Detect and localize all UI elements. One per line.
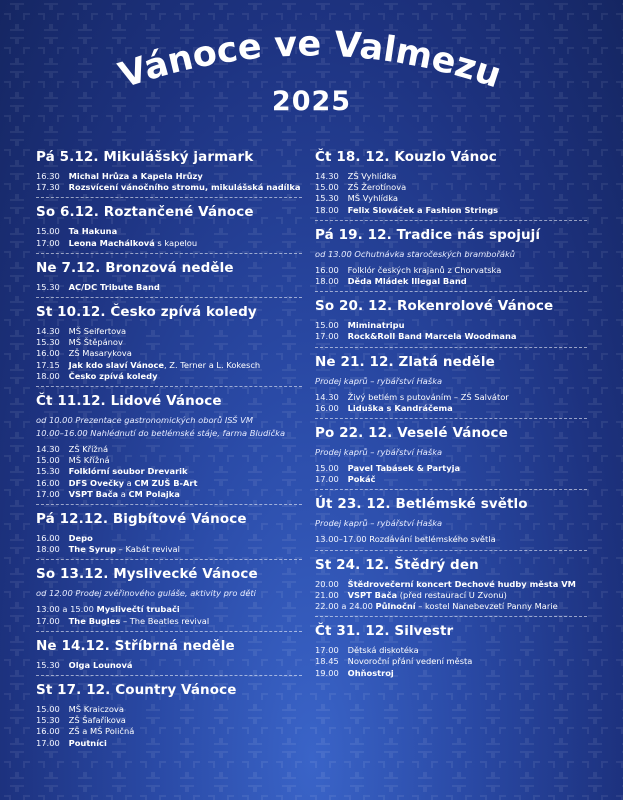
event-row [315, 656, 587, 667]
event-row [36, 533, 302, 544]
event-row [315, 463, 587, 474]
day-section [315, 622, 587, 683]
event-time: 16.30 [36, 171, 60, 181]
event-row [36, 489, 302, 500]
event-row [315, 590, 587, 601]
event-time: 15.00 [36, 226, 60, 237]
event-row [315, 534, 587, 545]
event-time: 14.30 [36, 444, 60, 455]
event-time: 16.00 [36, 477, 60, 488]
event-time: 17.00 [315, 331, 339, 342]
poster-title [0, 0, 623, 140]
event-performer: CM ZUŠ B-Art [134, 477, 198, 488]
event-row [36, 371, 302, 382]
event-time: 18.00 [36, 370, 60, 381]
event-time: 15.00 [36, 704, 60, 715]
event-row [36, 660, 302, 671]
event-row [36, 478, 302, 489]
event-performer: Leona Machálková [68, 237, 155, 248]
event-performer: DFS Ovečky [68, 477, 124, 488]
event-row [36, 726, 302, 737]
event-detail: a [124, 477, 135, 488]
event-row [315, 205, 587, 216]
event-row [36, 704, 302, 715]
event-row [315, 320, 587, 331]
event-row [36, 182, 302, 193]
day-section [36, 392, 302, 505]
event-row [315, 276, 587, 287]
event-performer: Rozsvícení vánočního stromu, mikulášská nadílka [68, 182, 301, 193]
event-detail: MŠ Kraiczova [68, 704, 124, 715]
event-performer: The Syrup [68, 544, 117, 555]
day-title: Út 23. 12. Betlémské světlo [315, 496, 528, 513]
event-performer: Jak kdo slaví Vánoce [68, 359, 165, 370]
event-detail: ZŠ Křížná [68, 444, 109, 455]
event-detail: ZŠ Žerotínova [347, 182, 407, 193]
event-detail: s kapelou [154, 237, 198, 248]
event-row [315, 601, 587, 612]
event-performer: The Bugles [68, 615, 121, 626]
event-row [36, 226, 302, 237]
event-performer: Ta Hakuna [68, 226, 118, 237]
event-row [315, 182, 587, 193]
event-performer: Felix Slováček a Fashion Strings [347, 204, 499, 215]
event-performer: Myslivečtí trubači [96, 604, 180, 615]
day-section [315, 424, 587, 490]
day-title: Ne 21. 12. Zlatá neděle [315, 353, 495, 370]
event-detail: ZŠ Šafaříkova [68, 715, 126, 726]
event-performer: CM Polajka [128, 488, 180, 499]
event-time: 17.00 [315, 474, 339, 485]
event-performer: Rock&Roll Band Marcela Woodmana [347, 331, 517, 342]
event-row [36, 715, 302, 726]
event-row [315, 403, 587, 414]
event-time: 19.00 [315, 667, 339, 678]
event-detail: Folklór českých krajanů z Chorvatska [347, 264, 502, 275]
event-time: 17.00 [315, 645, 339, 656]
day-title: So 13.12. Myslivecké Vánoce [36, 566, 258, 583]
event-detail: ZŠ Masarykova [68, 348, 132, 359]
day-title: Čt 31. 12. Silvestr [315, 623, 454, 640]
event-detail: Novoroční přání vedení města [347, 656, 473, 667]
day-section [36, 510, 302, 560]
day-note: od 13.00 Ochutnávka staročeských brambořáků [315, 248, 516, 259]
event-detail: (před restaurací U Zvonu) [397, 589, 507, 600]
event-performer: Ohňostroj [347, 667, 394, 678]
day-note: 10.00–16.00 Nahlédnutí do betlémské stáje, farma Bludička [36, 428, 286, 439]
event-time: 17.00 [36, 488, 60, 499]
event-time: 16.00 [315, 402, 339, 413]
event-time: 15.30 [36, 466, 60, 477]
event-row [36, 444, 302, 455]
day-title: St 10.12. Česko zpívá koledy [36, 304, 257, 321]
event-performer: Česko zpívá koledy [68, 370, 158, 381]
event-row [36, 348, 302, 359]
event-time: 17.00 [36, 615, 60, 626]
day-section [36, 681, 302, 753]
event-time: 15.00 [315, 182, 339, 193]
day-section [36, 303, 302, 387]
day-section [315, 556, 587, 618]
day-title: Pá 5.12. Mikulášský jarmark [36, 149, 254, 165]
event-row [315, 392, 587, 403]
event-time: 16.00 [315, 264, 339, 275]
event-row [315, 193, 587, 204]
event-detail: , Z. Terner a L. Kokesch [164, 359, 261, 370]
event-time: 15.00 [315, 320, 339, 331]
event-detail: MŠ Vyhlídka [347, 193, 398, 204]
event-row [315, 579, 587, 590]
day-title: Ne 7.12. Bronzová neděle [36, 259, 234, 276]
event-row [36, 360, 302, 371]
day-section [315, 353, 587, 419]
schedule-column-left [36, 148, 302, 758]
day-title: Čt 11.12. Lidové Vánoce [36, 393, 222, 410]
day-note: od 12.00 Prodej zvěřinového guláše, aktivity pro děti [36, 588, 256, 599]
event-row [315, 265, 587, 276]
event-time: 15.30 [36, 715, 60, 726]
event-row [36, 282, 302, 293]
event-time: 17.15 [36, 359, 60, 370]
event-performer: AC/DC Tribute Band [68, 281, 160, 292]
event-detail: a [118, 488, 129, 499]
event-time: 16.00 [36, 726, 60, 737]
day-note: od 10.00 Prezentace gastronomických oborů ISŠ VM [36, 415, 253, 426]
day-title: Po 22. 12. Veselé Vánoce [315, 425, 508, 442]
event-row [315, 331, 587, 342]
day-section [315, 148, 587, 221]
event-time: 22.00 a 24.00 [315, 601, 373, 612]
event-performer: Půlnoční [375, 601, 416, 612]
event-performer: Olga Lounová [68, 659, 133, 670]
day-title: Čt 18. 12. Kouzlo Vánoc [315, 149, 497, 165]
day-title: St 24. 12. Štědrý den [315, 556, 479, 573]
event-row [315, 474, 587, 485]
schedule-column-right [315, 148, 587, 688]
event-performer: Poutníci [68, 737, 107, 748]
event-detail: ZŠ a MŠ Poličná [68, 726, 135, 737]
event-performer: VSPT Bača [68, 488, 119, 499]
event-detail: MŠ Seifertova [68, 326, 127, 337]
day-section [315, 297, 587, 347]
event-time: 13.00–17.00 [315, 534, 367, 545]
event-time: 18.45 [315, 656, 339, 667]
event-time: 16.00 [36, 533, 60, 544]
event-performer: Liduška s Kandráčema [347, 402, 453, 413]
day-note: Prodej kaprů – rybářství Haška [315, 518, 443, 529]
event-row [36, 337, 302, 348]
day-section [36, 637, 302, 676]
event-performer: Pokáč [347, 474, 376, 485]
day-section [36, 203, 302, 253]
day-title: So 20. 12. Rokenrolové Vánoce [315, 298, 554, 315]
event-detail: – kostel Nanebevzetí Panny Marie [415, 601, 558, 612]
event-row [315, 645, 587, 656]
event-detail: – The Beatles revival [120, 615, 210, 626]
event-performer: Michal Hrůza a Kapela Hrůzy [68, 171, 203, 181]
event-row [36, 238, 302, 249]
event-detail: MŠ Štěpánov [68, 337, 123, 348]
event-row [36, 738, 302, 749]
event-performer: Štědrovečerní koncert Dechové hudby města VM [347, 578, 576, 589]
day-section [36, 259, 302, 298]
event-row [315, 668, 587, 679]
event-time: 15.30 [36, 281, 60, 292]
event-performer: Miminatripu [347, 320, 405, 331]
day-title: Pá 19. 12. Tradice nás spojují [315, 226, 541, 243]
day-title: St 17. 12. Country Vánoce [36, 682, 237, 699]
event-time: 14.30 [315, 391, 339, 402]
event-detail: Rozdávání betlémského světla [369, 534, 496, 545]
event-performer: Děda Mládek Illegal Band [347, 276, 467, 287]
svg-text:Vánoce ve Valmezu: Vánoce ve Valmezu [114, 24, 506, 97]
event-time: 17.30 [36, 182, 60, 193]
event-detail: MŠ Křížná [68, 455, 110, 466]
event-time: 14.30 [315, 171, 339, 181]
event-time: 20.00 [315, 578, 339, 589]
event-row [36, 326, 302, 337]
event-performer: VSPT Bača [347, 589, 398, 600]
event-row [36, 616, 302, 627]
event-time: 18.00 [36, 544, 60, 555]
event-detail: Živý betlém s putováním – ZŠ Salvátor [347, 391, 509, 402]
day-section [36, 565, 302, 631]
event-row [36, 604, 302, 615]
event-detail: ZŠ Vyhlídka [347, 171, 397, 181]
event-time: 18.00 [315, 204, 339, 215]
event-row [315, 171, 587, 182]
event-time: 14.30 [36, 326, 60, 337]
poster-year: 2025 [271, 86, 352, 117]
event-time: 21.00 [315, 589, 339, 600]
day-title: So 6.12. Roztančené Vánoce [36, 204, 254, 221]
day-section [36, 148, 302, 198]
event-detail: – Kabát revival [116, 544, 180, 555]
event-row [36, 544, 302, 555]
event-row [36, 466, 302, 477]
event-time: 15.30 [315, 193, 339, 204]
event-time: 15.30 [36, 337, 60, 348]
event-row [36, 455, 302, 466]
event-performer: Depo [68, 533, 93, 544]
day-section [315, 226, 587, 292]
event-time: 18.00 [315, 276, 339, 287]
day-section [315, 495, 587, 550]
event-performer: Pavel Tabásek & Partyja [347, 463, 461, 474]
event-time: 15.00 [36, 455, 60, 466]
event-time: 17.00 [36, 737, 60, 748]
event-time: 16.00 [36, 348, 60, 359]
day-note: Prodej kaprů – rybářství Haška [315, 375, 443, 386]
event-time: 13.00 a 15.00 [36, 604, 94, 615]
day-title: Pá 12.12. Bigbítové Vánoce [36, 511, 247, 528]
day-title: Ne 14.12. Stříbrná neděle [36, 637, 235, 654]
event-row [36, 171, 302, 182]
event-performer: Folklórní soubor Drevarik [68, 466, 188, 477]
event-time: 17.00 [36, 237, 60, 248]
day-note: Prodej kaprů – rybářství Haška [315, 447, 443, 458]
event-detail: Dětská diskotéka [347, 645, 419, 656]
event-time: 15.00 [315, 463, 339, 474]
event-time: 15.30 [36, 659, 60, 670]
